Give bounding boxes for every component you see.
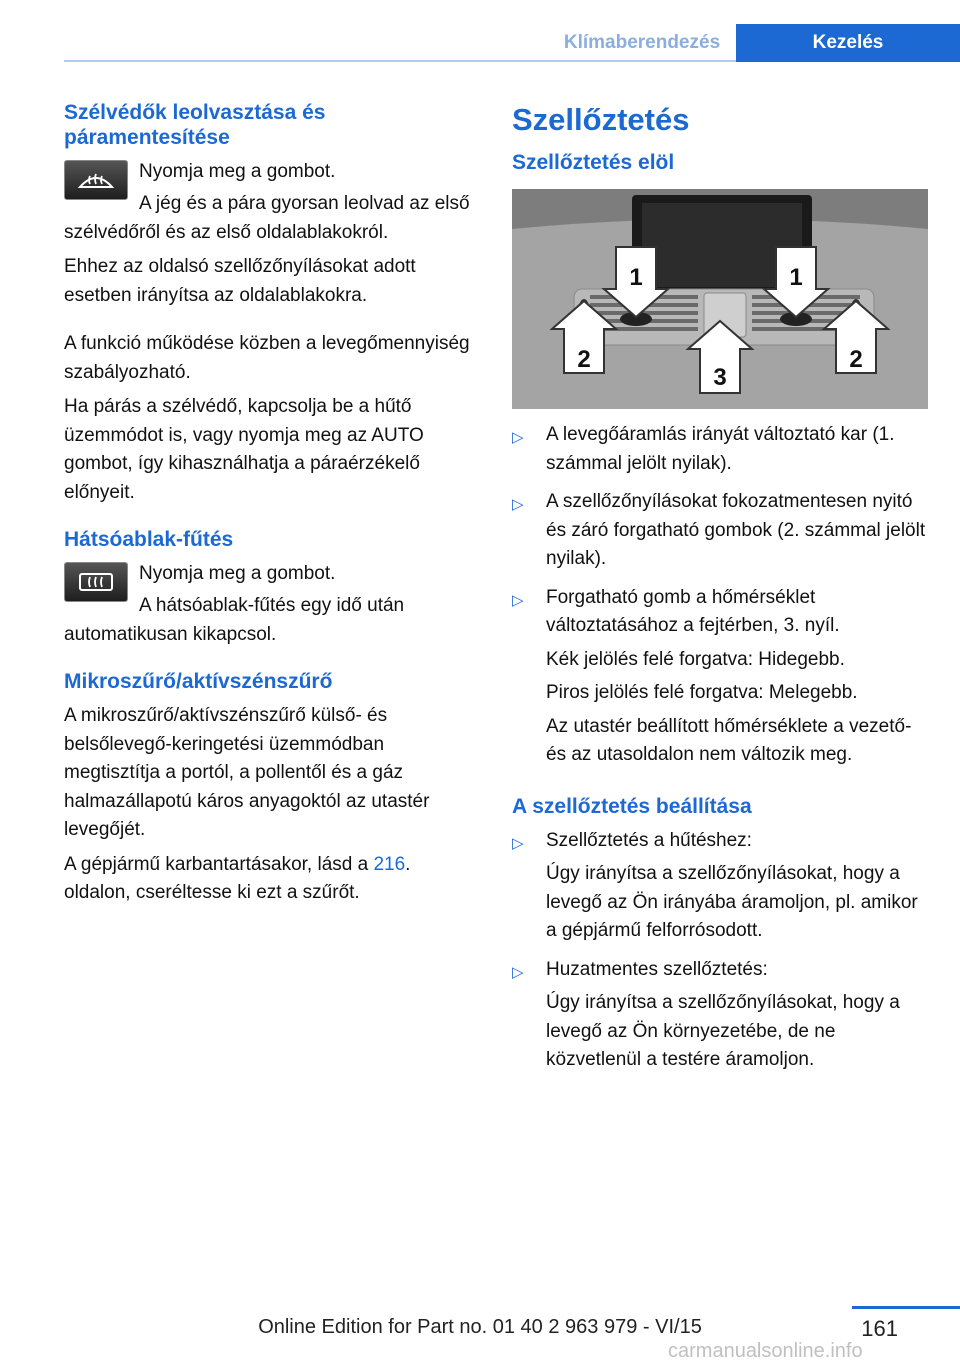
filter-paragraph-1: A mikroszűrő/aktívszénszűrő külső- és belsőlevegő-keringetési üzemmódban megtisztítja a portól, a pollentől és a gáz halmazállapotú káros anyagoktól az utastér levegőjét.	[64, 705, 430, 840]
list-item-subtext: Úgy irányítsa a szellőzőnyílásokat, hogy a levegő az Ön irányába áramoljon, pl. amikor a gépjármű felforrósodott.	[546, 863, 918, 941]
photo-label-2a: 2	[577, 346, 591, 373]
photo-label-1a: 1	[629, 264, 643, 291]
rear-paragraph-1: A hátsóablak-fűtés egy idő után automatikusan kikapcsol.	[64, 595, 405, 645]
list-item-subtext: Kék jelölés felé forgatva: Hidegebb.	[546, 648, 845, 670]
list-item	[512, 956, 930, 1075]
rear-press-text: Nyomja meg a gombot.	[139, 563, 336, 584]
rear-window-heading: Hátsóablak-fűtés	[64, 528, 234, 551]
list-item-text: Forgatható gomb a hőmérséklet változtatásához a fejtérben, 3. nyíl.	[546, 586, 840, 636]
list-item	[512, 421, 930, 478]
list-item-text: Szellőztetés a hűtéshez:	[546, 829, 752, 851]
list-item	[512, 584, 930, 770]
right-column	[512, 100, 930, 1085]
filter-paragraph-2	[64, 851, 482, 908]
filter-heading: Mikroszűrő/aktívszénszűrő	[64, 670, 333, 693]
page-number-rule	[852, 1306, 960, 1309]
list-item-subtext: Az utastér beállított hőmérséklete a vezető- és az utasoldalon nem változik meg.	[546, 715, 912, 765]
defrost-paragraph-3: A funkció működése közben a levegőmennyiség szabályozható.	[64, 333, 470, 383]
defrost-button-row	[64, 158, 482, 218]
defrost-paragraph-1: A jég és a pára gyorsan leolvad az első szélvédőről és az első oldalablakokról.	[64, 193, 470, 243]
rear-window-heating-button-icon	[64, 562, 128, 602]
page-number: 161	[861, 1316, 898, 1341]
front-vent-heading: Szellőztetés elöl	[512, 151, 675, 174]
vent-controls-list	[512, 421, 930, 770]
triangle-bullet-icon: ▷	[512, 428, 524, 446]
defrost-windshield-button-icon	[64, 160, 128, 200]
left-column	[64, 100, 482, 914]
ventilation-setting-heading: A szellőztetés beállítása	[512, 794, 752, 818]
list-item-subtext: Piros jelölés felé forgatva: Melegebb.	[546, 682, 858, 703]
triangle-bullet-icon: ▷	[512, 590, 524, 609]
vent-photo	[512, 189, 928, 409]
triangle-bullet-icon: ▷	[512, 833, 524, 852]
tab-section[interactable]: Klímaberendezés	[563, 32, 721, 53]
defrost-paragraph-4: Ha párás a szélvédő, kapcsolja be a hűtő üzemmódot is, vagy nyomja meg az AUTO gombot, így kihasználhatja a páraérzékelő előnyeit.	[64, 396, 424, 503]
defrost-heading: Szélvédők leolvasztása és páramentesítése	[64, 101, 326, 149]
list-item-text: A szellőzőnyílásokat fokozatmentesen nyitó és záró forgatható gombok (2. számmal jelölt nyilak).	[546, 491, 926, 569]
defrost-paragraph-2: Ehhez az oldalsó szellőzőnyílásokat adott esetben irányítsa az oldalablakokra.	[64, 256, 416, 306]
list-item-text: A levegőáramlás irányát változtató kar (1. számmal jelölt nyilak).	[546, 424, 895, 474]
triangle-bullet-icon: ▷	[512, 495, 524, 513]
list-item	[512, 827, 930, 946]
triangle-bullet-icon: ▷	[512, 962, 524, 981]
rear-button-row	[64, 560, 482, 620]
list-item	[512, 488, 930, 574]
page-link-216[interactable]: 216	[373, 853, 406, 875]
tab-current[interactable]: Kezelés	[736, 24, 960, 62]
photo-label-2b: 2	[849, 346, 863, 373]
list-item-subtext: Úgy irányítsa a szellőzőnyílásokat, hogy a levegő az Ön környezetébe, de ne közvetlenül a testére áramoljon.	[546, 992, 900, 1070]
watermark: carmanualsonline.info	[668, 1340, 863, 1362]
defrost-press-text: Nyomja meg a gombot.	[139, 161, 336, 182]
photo-label-1b: 1	[789, 264, 803, 291]
filter-p2-after: . oldalon, cseréltesse ki ezt a szűrőt.	[64, 853, 411, 903]
ventilation-setting-list	[512, 827, 930, 1075]
photo-label-3: 3	[713, 364, 727, 391]
section-title: Szellőztetés	[512, 102, 690, 137]
filter-p2-before: A gépjármű karbantartásakor, lásd a	[64, 853, 374, 875]
edition-footer: Online Edition for Part no. 01 40 2 963 979 - VI/15	[258, 1316, 702, 1338]
list-item-text: Huzatmentes szellőztetés:	[546, 958, 768, 980]
